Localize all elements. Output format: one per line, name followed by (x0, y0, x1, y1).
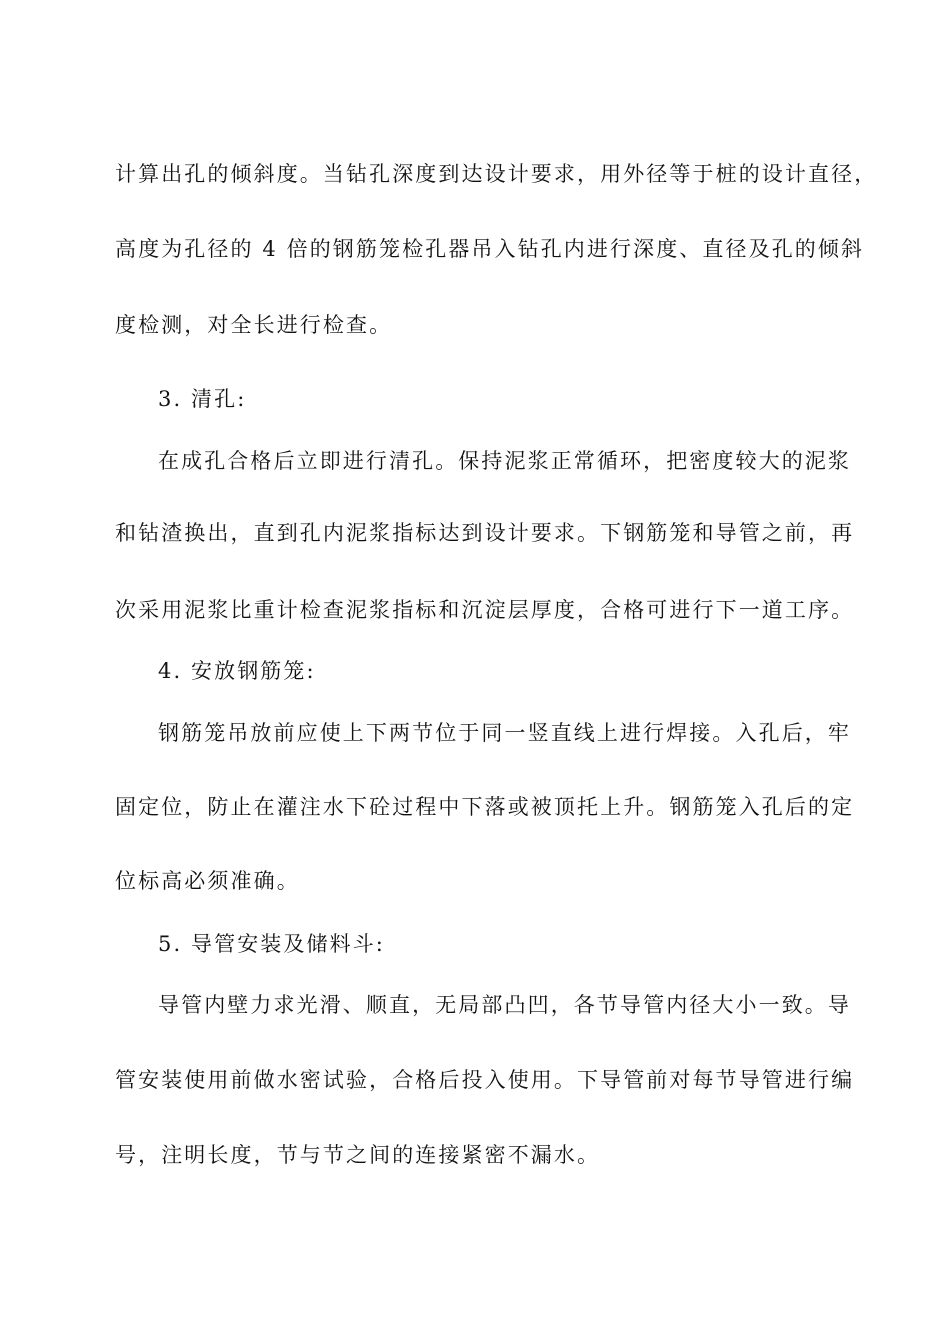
section-heading-3: 3. 清孔: (158, 387, 247, 411)
paragraph-line: 导管内壁力求光滑、顺直，无局部凸凹，各节导管内径大小一致。导 (158, 993, 851, 1017)
paragraph-line: 号，注明长度，节与节之间的连接紧密不漏水。 (115, 1143, 601, 1167)
paragraph-line: 次采用泥浆比重计检查泥浆指标和沉淀层厚度，合格可进行下一道工序。 (115, 598, 855, 622)
paragraph-line: 计算出孔的倾斜度。当钻孔深度到达设计要求，用外径等于桩的设计直径， (115, 162, 878, 186)
section-heading-5: 5. 导管安装及储料斗: (158, 932, 385, 956)
paragraph-line: 和钻渣换出，直到孔内泥浆指标达到设计要求。下钢筋笼和导管之前，再 (115, 521, 855, 545)
paragraph-line: 度检测，对全长进行检查。 (115, 313, 393, 337)
paragraph-line: 在成孔合格后立即进行清孔。保持泥浆正常循环，把密度较大的泥浆 (158, 449, 851, 473)
paragraph-line: 管安装使用前做水密试验，合格后投入使用。下导管前对每节导管进行编 (115, 1068, 855, 1092)
paragraph-line: 位标高必须准确。 (115, 869, 300, 893)
paragraph-line: 钢筋笼吊放前应使上下两节位于同一竖直线上进行焊接。入孔后，牢 (158, 721, 851, 745)
paragraph-line: 高度为孔径的 4 倍的钢筋笼检孔器吊入钻孔内进行深度、直径及孔的倾斜 (115, 237, 865, 261)
section-heading-4: 4. 安放钢筋笼: (158, 659, 316, 683)
paragraph-line: 固定位，防止在灌注水下砼过程中下落或被顶托上升。钢筋笼入孔后的定 (115, 795, 855, 819)
